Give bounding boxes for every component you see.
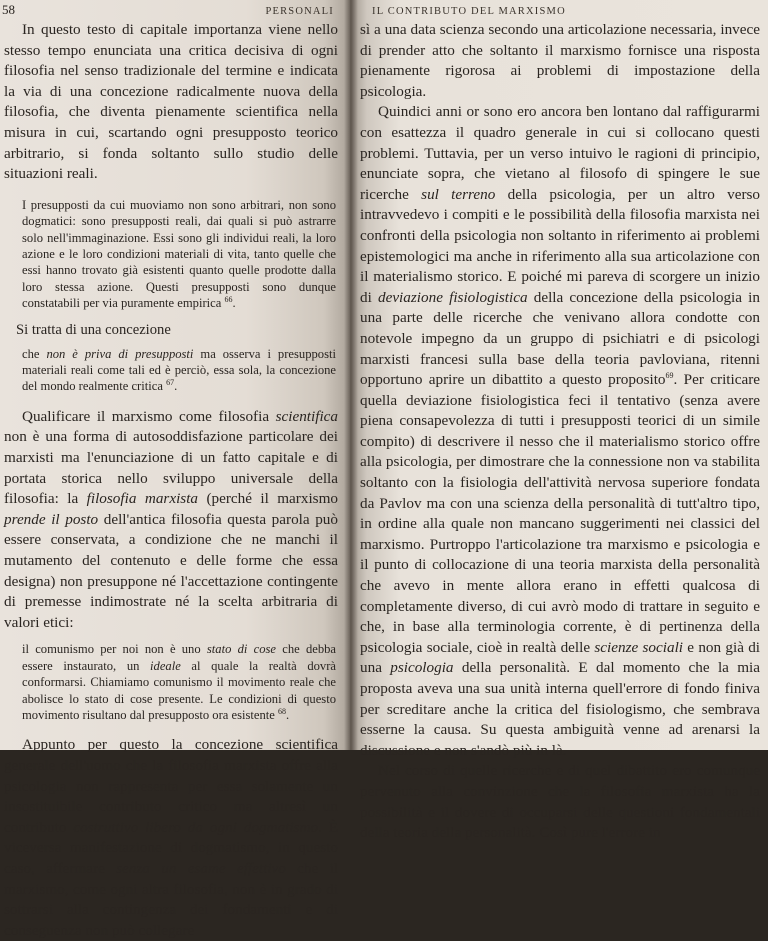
emphasis: senza un esame effettivo [116,859,286,877]
block-quote: I presupposti da cui muoviamo non sono arbitrari, non sono dogmatici: sono presupposti reali, dai quali si può astrarre solo nell'immaginazione. Essi sono gli individui reali, la loro azione e le loro condizioni materiali di vita, tanto quelle che essi hanno trovato già esistenti quanto quelle prodotte dalla loro stessa azione. Questi presupposti sono dunque constatabili per via puramente empirica $^{66}$. [22,197,336,311]
footnote-ref: 69 [665,371,674,381]
footnote-ref: 68 [278,706,287,716]
emphasis: scienze sociali [594,638,684,656]
footnote-ref: 67 [166,378,175,388]
page-number: 58 [2,2,15,17]
emphasis: non è priva di presupposti [46,346,194,361]
running-head-left: PERSONALI [265,6,334,17]
block-quote: il comunismo per noi non è uno stato di cose che debba essere instaurato, un ideale al quale la realtà dovrà conformarsi. Chiamiamo comunismo il movimento reale che abolisce lo stato di cose presente. Le condizioni di questo movimento risultano dal presupposto ora esistente $^{68}$. [22,642,337,722]
emphasis: costruttivo libero da ogni dogmatismo [73,818,319,836]
paragraph: Appunto per questo la concezione scientifica generale dell'uomo che la filosofia marxista offre alla psicologia non rappresenta per essa solamente un insostituibile contributo critico ma altresì un contributo costruttivo libero da ogni dogmatismo. È viceversa manifestazione di dogmatismo, in questo caso, affermare senza un esame effettivo che il marxismo, come ogni altra filosofia, non è in grado di sottrarsi alla contingenza dei fondamenti e di conseguenza non può collegare [4,736,339,939]
emphasis: filosofia marxista [86,490,199,508]
paragraph: Qualificare il marxismo come filosofia scientifica non è una forma di autosoddisfazione particolare dei marxisti ma l'enunciazione di un fatto capitale e di portata storica nello sviluppo universale della filosofia: la filosofia marxista (perché il marxismo prende il posto dell'antica filosofia questa parola può essere conservata, a condizione che ne manchi il mutamento del contenuto e delle forme che essa designa) non presuppone né l'accettazione contingente di premesse indimostrate né la scelta arbitraria di valori etici: [4,407,338,631]
right-page [350,0,768,842]
emphasis: deviazione fisiologistica [377,288,528,306]
paragraph: sì a una data scienza secondo una articolazione necessaria, invece di prender atto che soltanto il marxismo fornisce una risposta pienamente rigorosa ai problemi di impostazione della psicologia. [360,21,760,100]
emphasis: psicologia [390,659,454,677]
left-page [0,0,352,939]
emphasis: scientifica [275,407,338,425]
paragraph: Quindici anni or sono ero ancora ben lontano dal raffigurarmi con esattezza il quadro generale in cui si collocano questi problemi. Tuttavia, per un verso intuivo le ragioni di principio, enunciate sopra, che vietano al filosofo di spingere le sue ricerche sul terreno della psicologia, per un altro verso intravvedevo i compiti e le possibilità della filosofia marxista nei confronti della psicologia non soltanto in riferimento ai problemi epistemologici ma anche in riferimento alla sua articolazione con il materialismo storico. E poiché mi pareva di scorgere un inizio di deviazione fisiologistica della concezione della psicologia in una parte delle ricerche che venivano allora condotte con notevole impegno da un gruppo di psichiatri e di psicologi marxisti francesi sulla base della teoria pavloviana, ritenni opportuno aprire un dibattito a questo proposito$^{69}$. Per criticare quella deviazione fisiologistica feci il tentativo (senza avere piena consapevolezza di tutti i presupposti teorici di un simile compito) di descrivere il nesso che il materialismo storico offre alla psicologia, per dimostrare che la connessione non va stabilita soltanto con la fisiologia dell'attività nervosa superiore fondata da Pavlov ma con una scienza della personalità di tutt'altro tipo, in ordine alla quale non mancano suggerimenti nei classici del marxismo. Purtroppo l'articolazione tra marxismo e psicologia e il punto di collocazione di una teoria marxista della personalità che avevo in mente allora erano in effetti qualcosa di completamente diverso, di cui avrò modo di trattare in seguito e che, in base alla terminologia corrente, è di pertinenza della psicologia sociale, cioè in realtà delle scienze sociali e non già di una psicologia della personalità. E dal momento che la mia proposta aveva una sua unità interna quell'errore di fondo finiva per screditare anche la critica del fisiologismo, che sembrava esserne la causa. Su questa ambiguità venne ad arenarsi la discussione e non s'andò più in là. [360,103,761,759]
emphasis: prende il posto [4,510,99,528]
footnote-ref: 66 [224,295,233,304]
emphasis: ideale [150,658,181,673]
quote-text: I presupposti da cui muoviamo non sono arbitrari, non sono dogmatici: sono presupposti reali, dai quali si può astrarre solo nell'immaginazione. Essi sono gli individui reali, la loro azione e le loro condizioni materiali di vita, tanto quelle che essi hanno trovato già esistenti quanto quelle prodotte dalla loro stessa azione. Questi presupposti sono dunque constatabili per via puramente empirica [22,197,336,311]
running-head-right: IL CONTRIBUTO DEL MARXISMO [372,6,566,17]
emphasis: sul terreno [421,185,496,203]
block-quote: che non è priva di presupposti ma osserva i presupposti materiali reali come tali ed è perciò, essa sola, la concezione del mondo realmente critica $^{67}$. [22,346,336,394]
paragraph: In questo testo di capitale importanza viene nello stesso tempo enunciata una critica decisiva di ogni filosofia nel senso tradizionale del termine e indicata la via di una concezione radicalmente nuova della filosofia, che diventa pienamente scientifica nella misura in cui, scartando ogni presupposto teorico arbitrario, si fonda soltanto sullo studio delle situazioni reali. [4,21,338,183]
paragraph: Nel corso di quelle ricerche e di quel dibattito ero comunque pervenuto alla convinzione che la filosofia marxista ha la possibilità e il dovere di occuparsi delle questioni fondamentali della teoria della personalità. Così pure l'errore in [360,762,760,842]
emphasis: stato di cose [206,642,277,657]
section-heading: Si tratta di una concezione [16,321,171,338]
